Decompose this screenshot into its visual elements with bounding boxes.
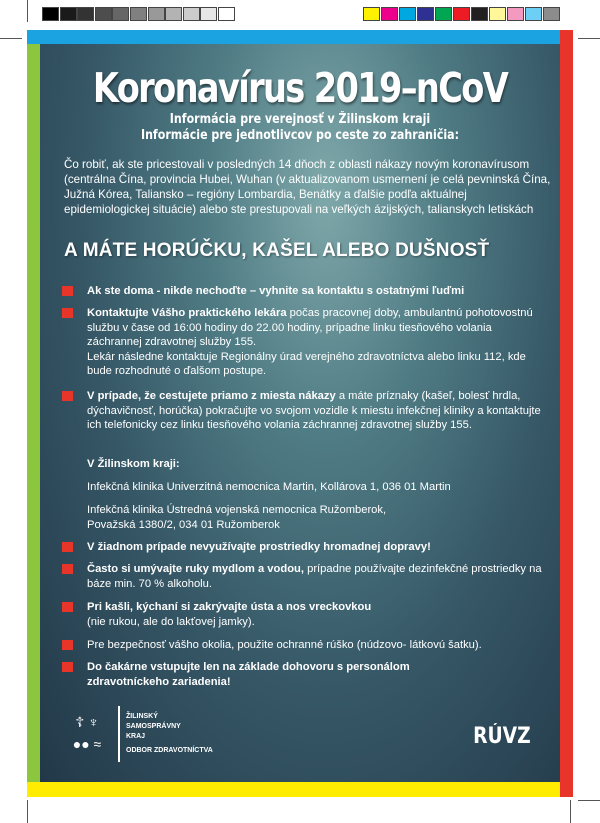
gray-swatch [42,7,59,21]
zsk-logo [62,706,213,762]
gray-swatch [60,7,77,21]
intro-text: Čo robiť, ak ste pricestovali v posledných 14 dňoch z oblasti nákazy novým koronavírusom (centrálna Čína, provincia Hubei, Wuhan (v aktualizovanom usmernení je celá pevninská Čína, Južná Kórea, Taliansko – regióny Lombardia, Benátky a ďalšie podľa aktuálnej epidemiologickej situácie) alebo ste prestupovali na veľkých ázijských, talianskych letiskách [64,158,551,216]
subtitle: Informácie pre jednotlivcov po ceste zo zahraničia: [140,128,460,143]
clinic-address: Infekčná klinika Univerzitná nemocnica Martin, Kollárova 1, 036 01 Martin [87,481,451,493]
gray-swatch [95,7,112,21]
crop-mark [570,800,571,823]
list-item: Do čakárne vstupujte len na základe dohovoru s personálom zdravotníckeho zariadenia! [87,660,467,689]
crop-mark [0,38,22,39]
gray-swatch [148,7,165,21]
ruvz-logo: RÚVZ [473,724,531,749]
headline: A MÁTE HORÚČKU, KAŠEL ALEBO DUŠNOSŤ [64,240,490,261]
color-swatch [489,7,506,21]
bullet-icon [62,542,73,552]
color-swatch [363,7,380,21]
bullet-icon [62,640,73,650]
list-item: V žiadnom prípade nevyužívajte prostriedky hromadnej dopravy! [87,540,542,555]
yellow-border [27,782,560,797]
logo-divider [118,706,120,762]
color-swatch [453,7,470,21]
gray-swatch [183,7,200,21]
list-item: Pre bezpečnosť vášho okolia, použite ochranné rúško (núdzovo- látkovú šatku). [87,638,557,653]
subtitle: Informácia pre verejnosť v Žilinskom kraji [169,112,431,127]
gray-swatch [218,7,235,21]
crop-mark [578,38,600,39]
color-swatch [435,7,452,21]
color-swatch [417,7,434,21]
bullet-icon [62,308,73,318]
green-border [27,44,40,782]
color-swatch [507,7,524,21]
gray-swatch [130,7,147,21]
color-swatch [525,7,542,21]
gray-swatch [200,7,217,21]
color-swatch [399,7,416,21]
color-swatch [543,7,560,21]
list-item: Často si umývajte ruky mydlom a vodou, prípadne používajte dezinfekčné prostriedky na báze min. 70 % alkoholu. [87,562,542,591]
gray-swatch [112,7,129,21]
crop-mark [27,800,28,823]
poster [40,44,560,782]
bullet-icon [62,286,73,296]
bullet-icon [62,602,73,612]
red-border [560,30,573,797]
color-swatch [471,7,488,21]
gray-swatch [77,7,94,21]
logo-text: ŽILINSKÝ SAMOSPRÁVNY KRAJ ODBOR ZDRAVOTNÍCTVA [126,713,213,754]
color-swatch [381,7,398,21]
list-item: V prípade, že cestujete priamo z miesta nákazy a máte príznaky (kašeľ, bolesť hrdla, dýchavičnosť, horúčka) pokračujte vo svojom vozidle k miestu infekčnej kliniky a kontaktujte ich telefonicky cez linku tiesňového volania záchrannej zdravotnej služby 155. [87,389,542,433]
region-heading: V Žilinskom kraji: [87,458,180,470]
gray-swatch [165,7,182,21]
poster-title: Koronavírus 2019–nCoV [92,64,508,112]
blue-border [27,30,560,44]
crop-mark [578,800,600,801]
list-item: Kontaktujte Vášho praktického lekára počas pracovnej doby, ambulantnú pohotovostnú službu v čase od 16:00 hodiny do 22.00 hodiny, prípadne linku tiesňového volania záchrannej zdravotnej služby 155. Lekár následne kontaktuje Regionálny úrad verejného zdravotníctva alebo linku 112, kde bude rozhodnuté o ďalšom postupe. [87,306,542,379]
list-item: Pri kašli, kýchaní si zakrývajte ústa a nos vreckovkou (nie rukou, ale do lakťovej jamky). [87,600,542,629]
bullet-icon [62,391,73,401]
bullet-icon [62,564,73,574]
clinic-address: Infekčná klinika Ústredná vojenská nemocnica Ružomberok, Považská 1380/2, 034 01 Ružomberok [87,504,387,531]
bullet-icon [62,662,73,672]
crop-mark [27,0,28,22]
coat-of-arms-icon: ☦ ♆ ●● ≈ [72,714,102,752]
list-item: Ak ste doma - nikde nechoďte – vyhnite sa kontaktu s ostatnými ľuďmi [87,284,542,299]
